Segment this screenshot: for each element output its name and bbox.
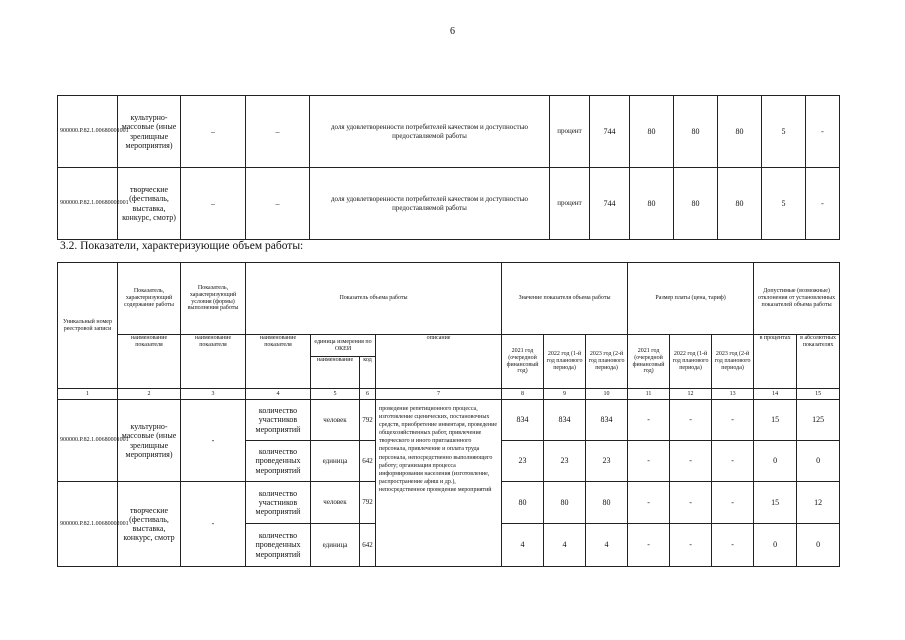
volume-indicators-table	[57, 262, 840, 567]
registry-code: 900000.Р.82.1.00680002001	[58, 482, 118, 567]
header-row: наименование код	[58, 357, 840, 389]
okei-code: 744	[590, 168, 630, 240]
table-row: 900000.Р.82.1.00680001001 культурно-массовые (иные зрелищные мероприятия) - количество участников мероприятий человек 792 проведение репетиционного процесса, изготовление сценических, постановочных средств, приобретение инвентаря, проведение общехозяйственных работ, привлечение творческого и иного приглашенного персонала, привлечение и оплата труда персонала, непосредственно выполняющего работу; организация процесса информирования населения (изготовление, распространение афиш и др.), непосредственное проведение мероприятий 834 834 834 - - - 15 125	[58, 400, 840, 441]
header-content: Показатель, характеризующий содержание работы	[118, 263, 181, 335]
header-deviation: Допустимые (возможные) отклонения от установленных показателей объема работы	[754, 263, 840, 335]
quality-indicators-table	[57, 95, 840, 240]
header-conditions: Показатель, характеризующий условия (формы) выполнения работы	[181, 263, 246, 335]
okei-code: 744	[590, 96, 630, 168]
work-content: творческие (фестиваль, выставка, конкурс, смотр	[118, 482, 181, 567]
registry-code: 900000.Р.82.1.00680001001	[58, 96, 118, 168]
table-row: 900000.Р.82.1.00680002001 творческие (фестиваль, выставка, конкурс, смотр) – – доля удовлетворенности потребителей качеством и доступностью предоставляемой работы процент 744 80 80 80 5 -	[58, 168, 840, 240]
header-row: наименование показателя наименование показателя наименование показателя единица измерения по ОКЕИ описание 2021 год (очередной финансовый год) 2022 год (1-й год планового периода) 2023 год (2-й год планового периода) 2021 год (очередной финансовый год) 2022 год (1-й год планового периода) 2023 год (2-й год планового периода) в процентах в абсолютных показателях	[58, 335, 840, 357]
indicator-name: количество участников мероприятий	[246, 482, 311, 524]
indicator-name: количество проведенных мероприятий	[246, 441, 311, 482]
table-row: 900000.Р.82.1.00680001001 культурно-массовые (иные зрелищные мероприятия) – – доля удовлетворенности потребителей качеством и доступностью предоставляемой работы процент 744 80 80 80 5 -	[58, 96, 840, 168]
indicator-name: количество проведенных мероприятий	[246, 524, 311, 567]
registry-code: 900000.Р.82.1.00680001001	[58, 400, 118, 482]
table-row: 900000.Р.82.1.00680002001 творческие (фестиваль, выставка, конкурс, смотр - количество участников мероприятий человек 792 80 80 80 - - - 15 12	[58, 482, 840, 524]
table-row: количество проведенных мероприятий единица 642 4 4 4 - - - 0 0	[58, 524, 840, 567]
indicator-name: доля удовлетворенности потребителей качеством и доступностью предоставляемой работы	[310, 168, 550, 240]
unit-name: процент	[550, 96, 590, 168]
registry-code: 900000.Р.82.1.00680002001	[58, 168, 118, 240]
header-fee: Размер платы (цена, тариф)	[628, 263, 754, 335]
page-number: 6	[450, 26, 455, 37]
indicator-name: доля удовлетворенности потребителей качеством и доступностью предоставляемой работы	[310, 96, 550, 168]
section-title: 3.2. Показатели, характеризующие объем работы:	[60, 240, 304, 252]
work-content: творческие (фестиваль, выставка, конкурс, смотр)	[118, 168, 181, 240]
work-content: культурно-массовые (иные зрелищные мероприятия)	[118, 400, 181, 482]
unit-name: процент	[550, 168, 590, 240]
header-values: Значение показателя объема работы	[502, 263, 628, 335]
indicator-name: количество участников мероприятий	[246, 400, 311, 441]
header-volume: Показатель объема работы	[246, 263, 502, 335]
header-row	[58, 263, 840, 335]
work-content: культурно-массовые (иные зрелищные мероприятия)	[118, 96, 181, 168]
work-description: проведение репетиционного процесса, изготовление сценических, постановочных средств, приобретение инвентаря, проведение общехозяйственных работ, привлечение творческого и иного приглашенного персонала, привлечение и оплата труда персонала, непосредственно выполняющего работу; организация процесса информирования населения (изготовление, распространение афиш и др.), непосредственное проведение мероприятий	[376, 400, 502, 567]
header-unique-number: Уникальный номер реестровой записи	[58, 263, 118, 389]
table-row: количество проведенных мероприятий единица 642 23 23 23 - - - 0 0	[58, 441, 840, 482]
column-number-row: 1 2 3 4 5 6 7 8 9 10 11 12 13 14 15	[58, 389, 840, 400]
